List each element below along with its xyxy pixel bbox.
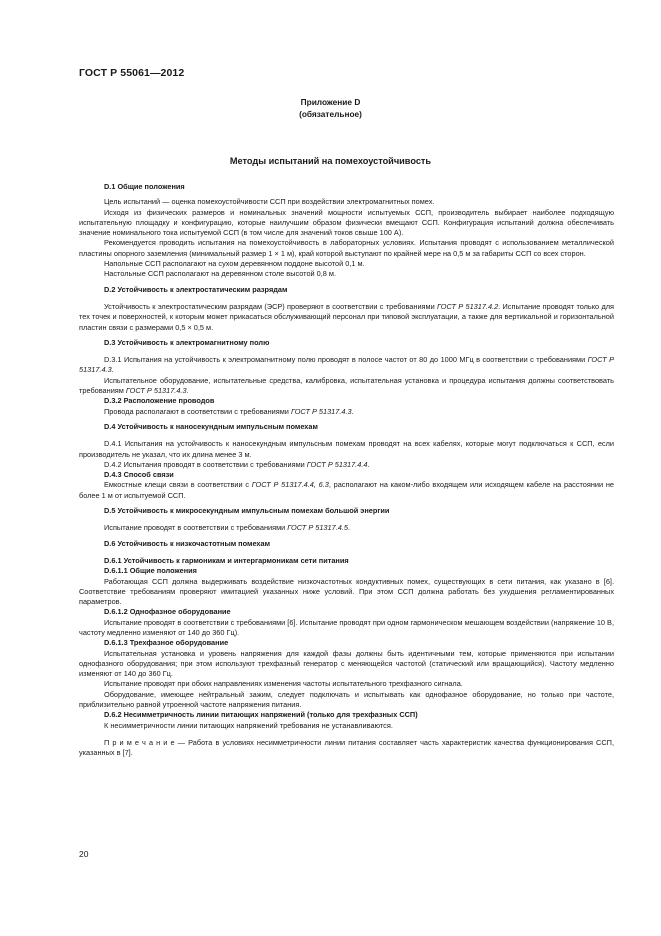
section-heading-d4: D.4 Устойчивость к наносекундным импульсным помехам [104, 421, 318, 431]
paragraph-text: Устойчивость к электростатическим разрядам (ЭСР) проверяют в соответствии с требованиями [104, 301, 437, 311]
standard-reference: ГОСТ Р 51317.4.4 [306, 459, 368, 469]
standard-reference: ГОСТ Р 51317.4.4, 6.3 [251, 480, 329, 490]
paragraph [79, 355, 614, 376]
subsection-heading-d3-2: D.3.2 Расположение проводов [104, 396, 215, 406]
paragraph: Испытание проводят в соответствии с требованиями [6]. Испытание проводят при одном гармоническом мешающем воздействии (напряжение 10 В, частоту медленно изменяют от 140 до 360 Гц). [79, 617, 614, 637]
standard-reference: ГОСТ Р 51317.4.3 [79, 355, 614, 375]
appendix-status: (обязательное) [299, 109, 362, 119]
section-heading-d5: D.5 Устойчивость к микросекундным импульсным помехам большой энергии [104, 506, 390, 516]
paragraph-text: Провода располагают в соответствии с требованиями [104, 406, 291, 416]
paragraph-text: D.3.1 Испытания на устойчивость к электромагнитному полю проводят в полосе частот от 80 до 1000 МГц в соответствии с требованиями [104, 355, 588, 365]
standard-reference: ГОСТ Р 51317.4.5 [287, 523, 348, 533]
paragraph [79, 302, 614, 333]
paragraph-text: Испытание проводят в соответствии с требованиями [104, 523, 288, 533]
appendix-title: Методы испытаний на помехоустойчивость [229, 156, 432, 166]
paragraph-text: Емкостные клещи связи в соответствии с [104, 480, 252, 490]
paragraph [79, 480, 614, 501]
standard-reference: ГОСТ Р 51317.4.3 [125, 386, 187, 396]
paragraph: Напольные ССП располагают на сухом деревянном поддоне высотой 0,1 м. [104, 259, 365, 269]
section-heading-d6: D.6 Устойчивость к низкочастотным помехам [104, 538, 271, 548]
paragraph-text: D.4.2 Испытания проводят в соответствии с требованиями [104, 459, 307, 469]
subsection-heading-d6-2: D.6.2 Несимметричность линии питающих напряжений (только для трехфазных ССП) [104, 710, 418, 720]
note-label: П р и м е ч а н и е [104, 737, 175, 747]
paragraph: Настольные ССП располагают на деревянном столе высотой 0,8 м. [104, 269, 337, 279]
note-text: — Работа в условиях несимметричности линии питания составляет часть характеристик качества функционирования ССП, указанных в [7]. [79, 737, 614, 758]
paragraph: D.4.1 Испытания на устойчивость к наносекундным импульсным помехам проводят на всех кабелях, которые могут подключаться к ССП, если производитель не указал, что их длина менее 3 м. [79, 439, 614, 459]
paragraph-text: , располагают на каком-либо входящем или исходящем кабеле на расстоянии не более 1 м от испытуемой ССП. [79, 480, 614, 500]
paragraph: Исходя из физических размеров и номинальных значений мощности испытуемых ССП, производитель выбирает наиболее подходящую испытательную площадку и конфигурацию, которые наилучшим образом физически вмещают ССП. Конфигурация испытаний должна обеспечивать значение номинального тока испытуемой ССП (в том числе для значений токов свыше 100 А). [79, 207, 614, 238]
paragraph [79, 407, 614, 417]
note [79, 738, 614, 759]
paragraph-text: . Испытание проводят только для тех точек и поверхностей, к которым может прикасаться обслуживающий персонал при типовой эксплуатации, а также для вертикальной и горизонтальной пластин связи с размерами 0,5 × 0,5 м. [79, 301, 614, 332]
subsection-heading-d6-1: D.6.1 Устойчивость к гармоникам и интергармоникам сети питания [104, 555, 349, 565]
paragraph [79, 460, 614, 470]
paragraph-text: . [351, 406, 354, 416]
document-code: ГОСТ Р 55061—2012 [79, 67, 185, 79]
paragraph-text: . [367, 459, 370, 469]
paragraph: Испытание проводят при обоих направлениях изменения частоты испытательного трехфазного сигнала. [104, 679, 463, 689]
paragraph: К несимметричности линии питающих напряжений требования не устанавливаются. [104, 720, 393, 730]
appendix-label: Приложение D [300, 97, 361, 107]
paragraph-text: . [186, 386, 189, 396]
section-heading-d1: D.1 Общие положения [104, 182, 185, 191]
paragraph: Испытательная установка и уровень напряжения для каждой фазы должны быть идентичными тем, которые применяются при испытании однофазного оборудования; при этом используют трехфазный генератор с меняющейся частотой (статический или вращающийся). Частоту медленно изменяют от 140 до 360 Гц. [79, 648, 614, 679]
standard-reference: ГОСТ Р 51317.4.2 [436, 301, 499, 311]
document-body [79, 182, 614, 759]
paragraph-text: . [347, 523, 350, 533]
subsection-heading-d4-3: D.4.3 Способ связи [104, 470, 174, 480]
paragraph [79, 523, 614, 533]
subsection-heading-d6-1-2: D.6.1.2 Однофазное оборудование [104, 607, 231, 617]
paragraph-text: Испытательное оборудование, испытательные средства, калибровка, испытательная установка и процедура испытания должны соответствовать требованиям [79, 375, 614, 396]
paragraph: Рекомендуется проводить испытания на помехоустойчивость в лабораторных условиях. Испытания проводят с использованием металлической пластины опорного заземления (минимальный размер 1 × 1 м), край которой выступают по крайней мере на 0,5 м за габариты ССП со всех сторон. [79, 238, 614, 258]
subsection-heading-d6-1-3: D.6.1.3 Трехфазное оборудование [104, 638, 229, 648]
paragraph: Цель испытаний — оценка помехоустойчивости ССП при воздействии электромагнитных помех. [104, 197, 435, 207]
paragraph: Работающая ССП должна выдерживать воздействие низкочастотных кондуктивных помех, существующих в сети питания, как указано в [6]. Соответствие требованиям проверяют имитацией указанных ниже условий. При этом ССП должна работать без ухудшения регламентированных параметров. [79, 576, 614, 607]
page-number: 20 [79, 849, 89, 859]
section-heading-d3: D.3 Устойчивость к электромагнитному полю [104, 337, 270, 347]
paragraph [79, 376, 614, 397]
paragraph-text: . [111, 365, 114, 375]
paragraph: Оборудование, имеющее нейтральный зажим, следует подключать и испытывать как однофазное оборудование, но только при частоте, приблизительно равной утроенной частоте напряжения питания. [79, 689, 614, 710]
subsection-heading-d6-1-1: D.6.1.1 Общие положения [104, 566, 197, 576]
section-heading-d2: D.2 Устойчивость к электростатическим разрядам [104, 284, 288, 294]
standard-reference: ГОСТ Р 51317.4.3 [290, 406, 352, 416]
